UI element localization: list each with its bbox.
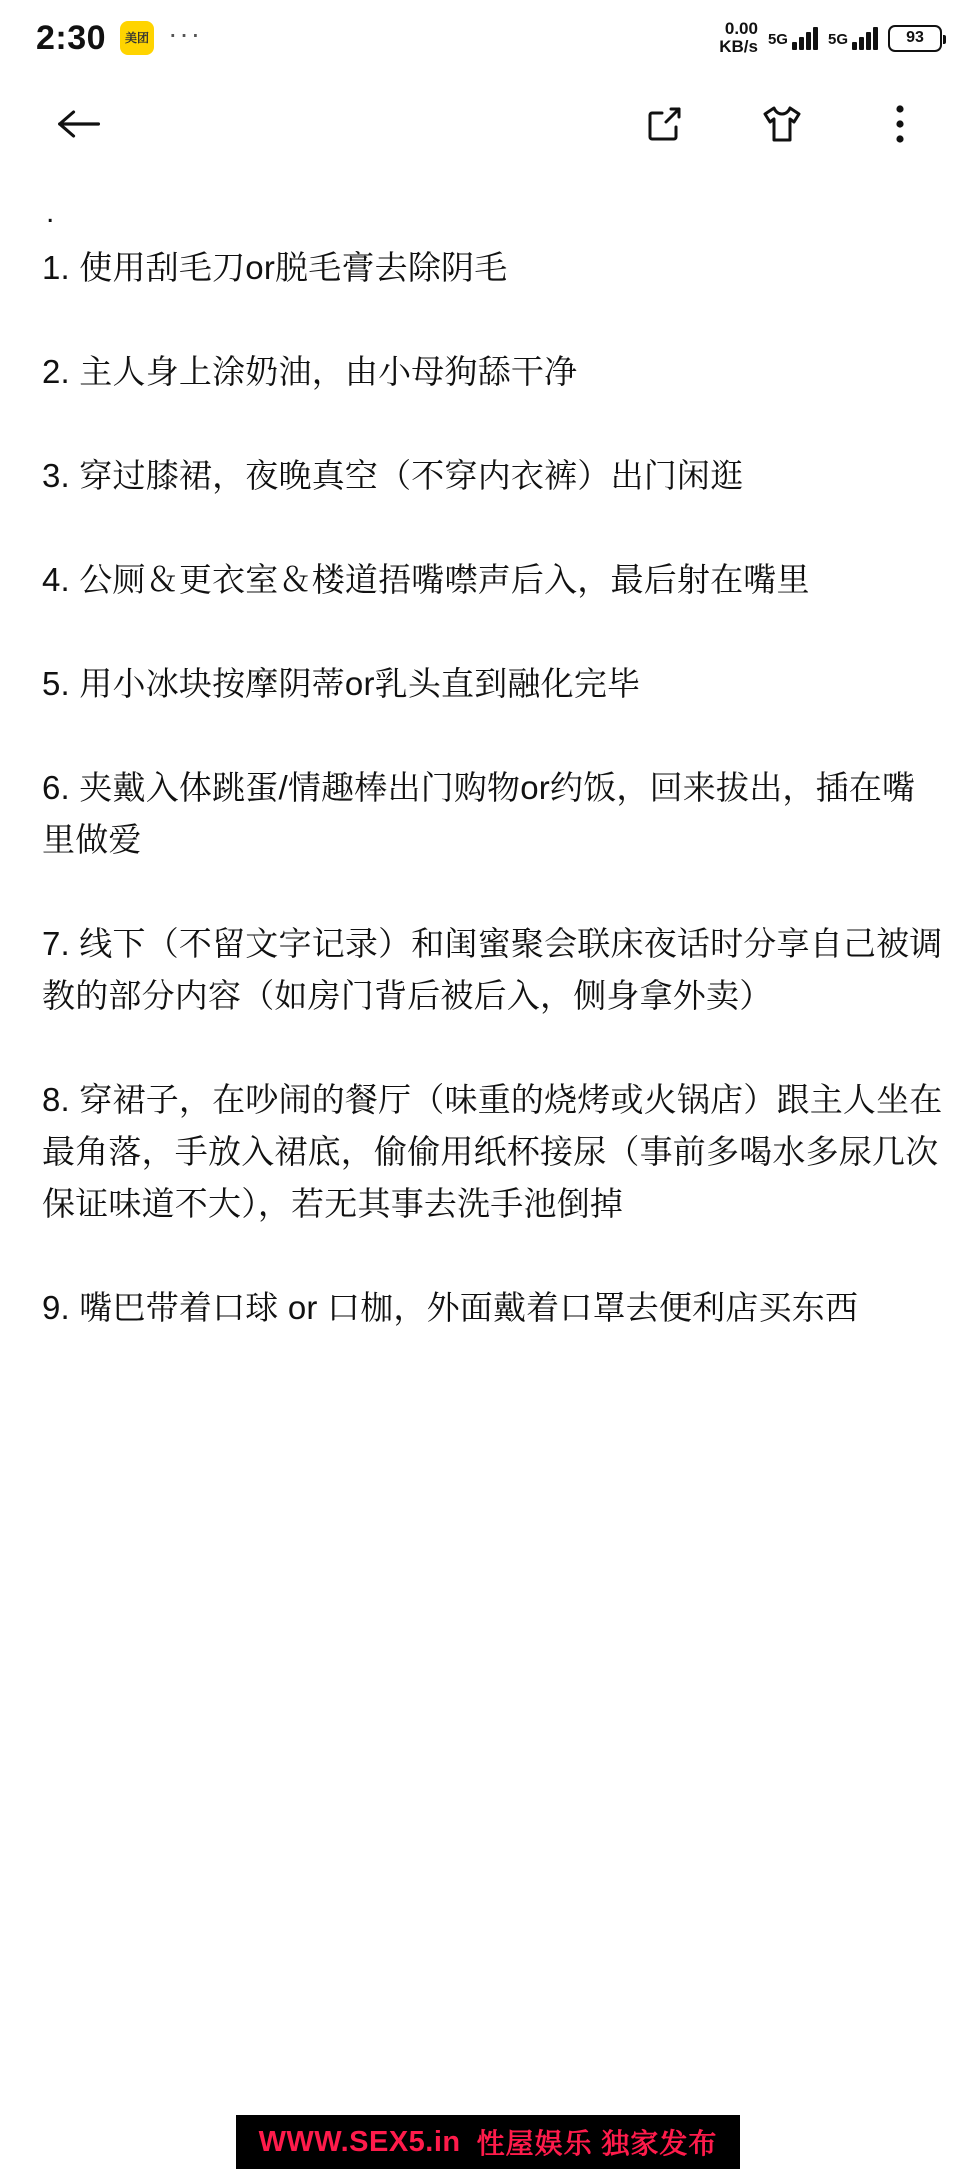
app-notification-badge: 美团: [120, 21, 154, 55]
list-item: 6. 夹戴入体跳蛋/情趣棒出门购物or约饭，回来拔出，插在嘴里做爱: [42, 769, 916, 858]
more-vertical-icon[interactable]: [876, 100, 924, 148]
network-type-label-1: 5G: [767, 31, 788, 48]
watermark-url: [259, 2126, 461, 2159]
list-item: 3. 穿过膝裙，夜晚真空（不穿内衣裤）出门闲逛: [42, 457, 744, 494]
lead-marker: .: [46, 196, 55, 229]
watermark-text: 性屋娱乐 独家发布: [476, 2128, 718, 2159]
network-speed-value: 0.00: [724, 19, 758, 39]
top-nav-actions: [640, 100, 932, 148]
network-type-label-2: 5G: [827, 31, 848, 48]
list-item: 7. 线下（不留文字记录）和闺蜜聚会联床夜话时分享自己被调教的部分内容（如房门背后被后入，侧身拿外卖）: [42, 925, 943, 1014]
battery-icon: [888, 25, 942, 52]
t-shirt-icon[interactable]: [758, 100, 806, 148]
list-item: 5. 用小冰块按摩阴蒂or乳头直到融化完毕: [42, 665, 641, 702]
list-item: 9. 嘴巴带着口球 or 口枷，外面戴着口罩去便利店买东西: [42, 1289, 859, 1326]
network-speed-unit: KB/s: [719, 37, 758, 56]
more-horizontal-icon: ···: [168, 18, 203, 49]
watermark-banner: [236, 2115, 740, 2169]
list-item: 2. 主人身上涂奶油，由小母狗舔干净: [42, 353, 578, 390]
list-item: 4. 公厕＆更衣室＆楼道捂嘴噤声后入，最后射在嘴里: [42, 561, 810, 598]
article-content: [0, 172, 976, 1334]
list-item: 1. 使用刮毛刀or脱毛膏去除阴毛: [42, 249, 508, 286]
list-item: 8. 穿裙子，在吵闹的餐厅（味重的烧烤或火锅店）跟主人坐在最角落，手放入裙底，偷偷用纸杯接尿（事前多喝水多尿几次保证味道不大），若无其事去洗手池倒掉: [42, 1081, 943, 1222]
signal-group-2: [828, 26, 878, 50]
signal-bars-icon-2: [852, 26, 878, 50]
share-external-icon[interactable]: [640, 100, 688, 148]
status-bar: [0, 0, 976, 76]
watermark-url-suffix: in: [433, 2125, 461, 2158]
top-navigation-bar: [0, 76, 976, 172]
status-clock: 2:30: [36, 18, 107, 57]
signal-group-1: [768, 26, 818, 50]
signal-bars-icon-1: [792, 26, 818, 50]
status-bar-right: [719, 20, 942, 56]
network-speed: [719, 20, 758, 56]
battery-level-label: 93: [906, 29, 924, 46]
back-arrow-icon[interactable]: [56, 100, 104, 148]
status-bar-left: [36, 19, 202, 58]
watermark-url-main: WWW.SEX5.: [258, 2125, 434, 2158]
